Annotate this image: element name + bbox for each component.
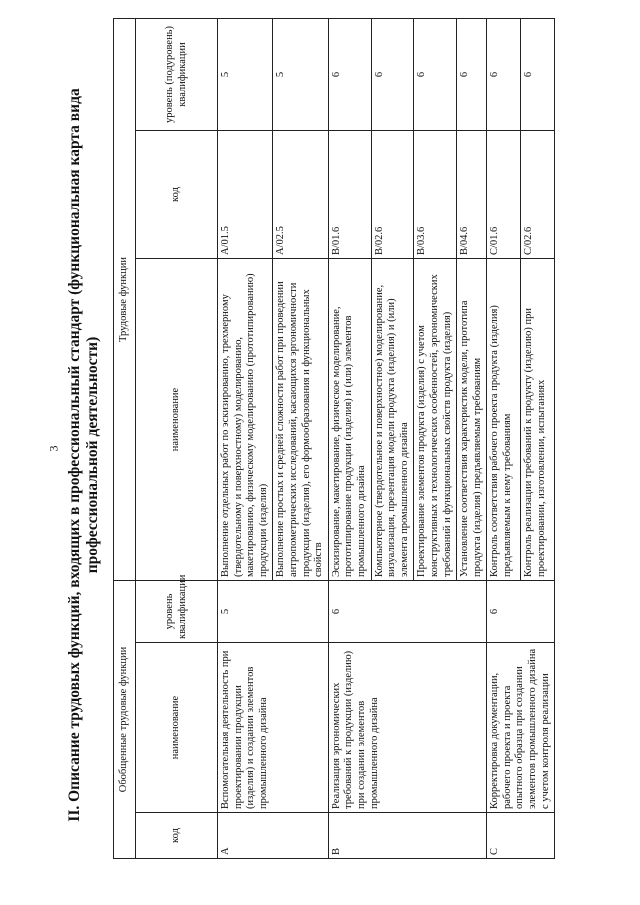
header-sublevel: уровень (подуровень) квалификации: [136, 18, 218, 130]
group-name: Корректировка документации, рабочего проекта и проекта опытного образца при создании элементов промышленного дизайна с учетом контроля реализации: [487, 643, 555, 813]
function-name: Контроль реализации требований к продукту (изделию) при проектировании, изготовлении, испытаниях: [521, 259, 555, 581]
function-name: Эскизирование, макетирование, физическое моделирование, прототипирование продукции (изделия) и (или) элементов промышленного дизайна: [328, 259, 371, 581]
function-name: Выполнение отдельных работ по эскизированию, трехмерному (твердотельному и поверхностному) моделированию, макетированию, физическому моделированию (прототипированию) продукции (изделия): [218, 259, 273, 581]
header-level: уровень квалификации: [136, 581, 218, 643]
group-level: 6: [487, 581, 555, 643]
function-code: A/02.5: [273, 131, 328, 259]
group-name: Вспомогательная деятельность при проектировании продукции (изделия) и создании элементов промышленного дизайна: [218, 643, 329, 813]
title-line-1: II. Описание трудовых функций, входящих в профессиональный стандарт (функциональная карта вида: [66, 88, 83, 822]
function-level: 5: [273, 18, 328, 130]
group-code: B: [328, 813, 487, 859]
function-level: 6: [371, 18, 414, 130]
table-row: [328, 18, 371, 858]
header-generalized: Обобщенные трудовые функции: [114, 581, 136, 859]
header-name2: наименование: [136, 259, 218, 581]
header-code2: код: [136, 131, 218, 259]
table-row: [218, 18, 273, 858]
group-level: 6: [328, 581, 487, 643]
header-labor: Трудовые функции: [114, 18, 136, 580]
function-level: 6: [414, 18, 457, 130]
function-level: 6: [457, 18, 487, 130]
title-line-2: профессиональной деятельности): [84, 336, 101, 574]
function-code: B/04.6: [457, 131, 487, 259]
function-code: C/01.6: [487, 131, 521, 259]
function-name: Компьютерное (твердотельное и поверхностное) моделирование, визуализация, презентация модели продукта (изделия) и (или) элемента промышленного дизайна: [371, 259, 414, 581]
function-level: 6: [487, 18, 521, 130]
page-number: 3: [46, 445, 61, 452]
function-code: B/01.6: [328, 131, 371, 259]
group-level: 5: [218, 581, 329, 643]
header-code: код: [136, 813, 218, 859]
group-name: Реализация эргономических требований к продукции (изделию) при создании элементов промышленного дизайна: [328, 643, 487, 813]
function-code: A/01.5: [218, 131, 273, 259]
function-code: B/03.6: [414, 131, 457, 259]
function-code: B/02.6: [371, 131, 414, 259]
section-title: [66, 45, 102, 865]
function-code: C/02.6: [521, 131, 555, 259]
function-level: 5: [218, 18, 273, 130]
function-level: 6: [328, 18, 371, 130]
header-name: наименование: [136, 643, 218, 813]
table-row: [487, 18, 521, 858]
functions-table: [113, 18, 555, 859]
function-level: 6: [521, 18, 555, 130]
function-name: Выполнение простых и средней сложности работ при проведении антропометрических исследований, касающихся эргономичности продукции (изделия), его формообразования и функциональных свойств: [273, 259, 328, 581]
function-name: Проектирование элементов продукта (изделия) с учетом конструктивных и технологических особенностей, эргономических требований и функциональных свойств продукта (изделия): [414, 259, 457, 581]
function-name: Контроль соответствия рабочего проекта продукта (изделия) предъявляемым к нему требованиям: [487, 259, 521, 581]
function-name: Установление соответствия характеристик модели, прототипа продукта (изделия) предъявляемым требованиям: [457, 259, 487, 581]
group-code: A: [218, 813, 329, 859]
group-code: C: [487, 813, 555, 859]
